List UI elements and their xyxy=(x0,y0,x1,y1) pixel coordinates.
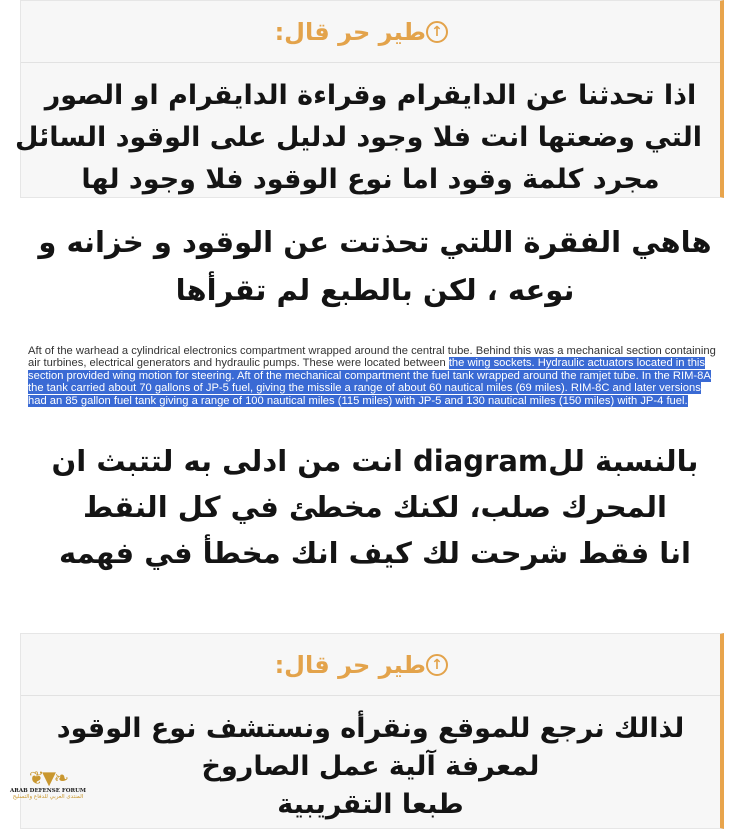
reply-line: المحرك صلب، لكنك مخطئ في كل النقط xyxy=(83,490,667,524)
reply-line: انا فقط شرحت لك كيف انك مخطأ في فهمه xyxy=(58,536,691,570)
quote-author-link[interactable]: طير حر قال: xyxy=(274,17,426,46)
circle-arrow-up-icon[interactable]: ↑ xyxy=(426,21,448,43)
watermark-name-ar: المنتدى العربي للدفاع والتسليح xyxy=(12,794,84,800)
reply-text-2 xyxy=(0,438,750,576)
quote-line: لذالك نرجع للموقع ونقرأه ونستشف نوع الوقود xyxy=(56,713,685,744)
quote-line: مجرد كلمة وقود اما نوع الوقود فلا وجود لها xyxy=(81,164,660,195)
quote-block-1 xyxy=(14,0,724,198)
quote-author-link[interactable]: طير حر قال: xyxy=(274,650,426,679)
excerpt-highlighted-text: the wing sockets. Hydraulic actuators located in this section provided wing motion for steering. Aft of the mechanical compartment the fuel tank wrapped around the ramjet tube. In the RIM-8A the tank carried about 70 gallons of JP-5 fuel, giving the missile a range of about 60 nautical miles (69 miles). RIM-8C and later versions had an 85 gallon fuel tank giving a range of 100 nautical miles (115 miles) with JP-5 and 130 nautical miles (150 miles) with JP-4 fuel. xyxy=(28,357,711,407)
quote-header xyxy=(21,634,720,696)
quote-line: لمعرفة آلية عمل الصاروخ xyxy=(201,751,540,782)
quote-line: طبعا التقريبية xyxy=(277,789,464,820)
quote-header xyxy=(21,1,720,63)
reply-line: نوعه ، لكن بالطبع لم تقرأها xyxy=(175,273,575,307)
quote-body xyxy=(14,63,720,213)
quote-block-2 xyxy=(20,633,724,829)
reply-line: هاهي الفقرة اللتي تحذتت عن الوقود و خزانه و xyxy=(38,225,712,259)
article-excerpt-image xyxy=(28,345,718,407)
quote-body xyxy=(21,696,720,836)
eagle-wings-icon: ❦▼❧ xyxy=(28,768,67,789)
reply-line: بالنسبة للdiagram انت من ادلى به لتتبث ان xyxy=(51,444,699,478)
excerpt-text: Aft of the warhead a cylindrical electronics compartment wrapped around the central tube. Behind this was a mechanical section containing air turbines, electrical generators and hydraulic pumps. These were located between xyxy=(28,345,716,370)
reply-text-1 xyxy=(0,218,750,314)
quote-line: التي وضعتها انت فلا وجود لدليل على الوقود السائل xyxy=(14,122,702,153)
watermark-name-en: ARAB DEFENSE FORUM xyxy=(10,788,86,794)
circle-arrow-up-icon[interactable]: ↑ xyxy=(426,654,448,676)
forum-watermark-logo xyxy=(2,770,94,828)
quote-line: اذا تحدثنا عن الدايقرام وقراءة الدايقرام او الصور xyxy=(44,80,697,111)
